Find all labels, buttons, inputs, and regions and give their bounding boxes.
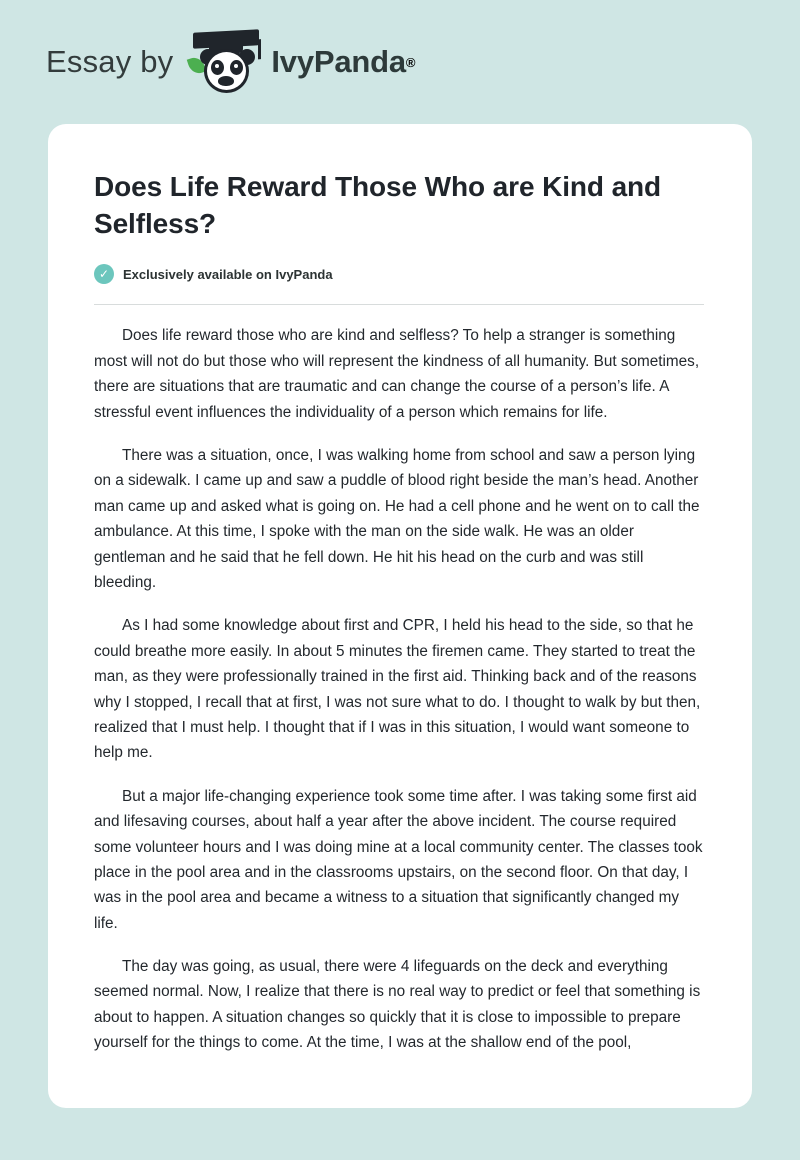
exclusive-badge-label: Exclusively available on IvyPanda	[123, 266, 333, 282]
page-title: Does Life Reward Those Who are Kind and Selfless?	[94, 171, 662, 240]
essay-paragraph: But a major life-changing experience took some time after. I was taking some first aid and lifesaving courses, about half a year after the above incident. The course required some volunteer hours and I was doing mine at a local community center. The classes took place in the pool area and in the classrooms upstairs, on the second floor. On that day, I was in the pool area and became a witness to a situation that significantly changed my life.	[94, 787, 703, 932]
title-divider	[94, 304, 704, 305]
essay-paragraph: Does life reward those who are kind and selfless? To help a stranger is something most will not do but those who will represent the kindness of all humanity. But sometimes, there are situations that are traumatic and can change the course of a person’s life. A stressful event influences the individuality of a person which remains for life.	[94, 327, 700, 421]
site-header	[0, 0, 800, 124]
essay-paragraph: As I had some knowledge about first and CPR, I held his head to the side, so that he could breathe more easily. In about 5 minutes the firemen came. They started to treat the man, as they were professionally trained in the first aid. Thinking back and of the reasons why I stopped, I recall that at first, I was not sure what to do. I thought to walk by but then, realized that I must help. I thought that if I was in this situation, I would want someone to help me.	[94, 617, 701, 762]
essay-card	[48, 124, 752, 1108]
registered-trademark-mark: ®	[405, 54, 416, 70]
essay-paragraph: There was a situation, once, I was walking home from school and saw a person lying on a sidewalk. I came up and saw a puddle of blood right beside the man’s head. Another man came up and asked what is going on. He had a cell phone and he went on to call the ambulance. At this time, I spoke with the man on the side walk. He was an older gentleman and he said that he fell down. He hit his head on the curb and was still bleeding.	[94, 447, 700, 591]
check-circle-icon: ✓	[94, 264, 114, 284]
essay-paragraph: The day was going, as usual, there were 4 lifeguards on the deck and everything seemed normal. Now, I realize that there is no real way to predict or feel that something is about to happen. A situation changes so quickly that it is close to impossible to prepare yourself for the things to come. At the time, I was at the shallow end of the pool,	[94, 958, 701, 1052]
exclusive-badge	[94, 264, 704, 284]
ivypanda-logo[interactable]	[187, 29, 415, 95]
panda-graduate-icon	[187, 29, 265, 95]
brand-name: IvyPanda	[271, 44, 406, 79]
header-prefix-label: Essay by	[46, 44, 174, 79]
